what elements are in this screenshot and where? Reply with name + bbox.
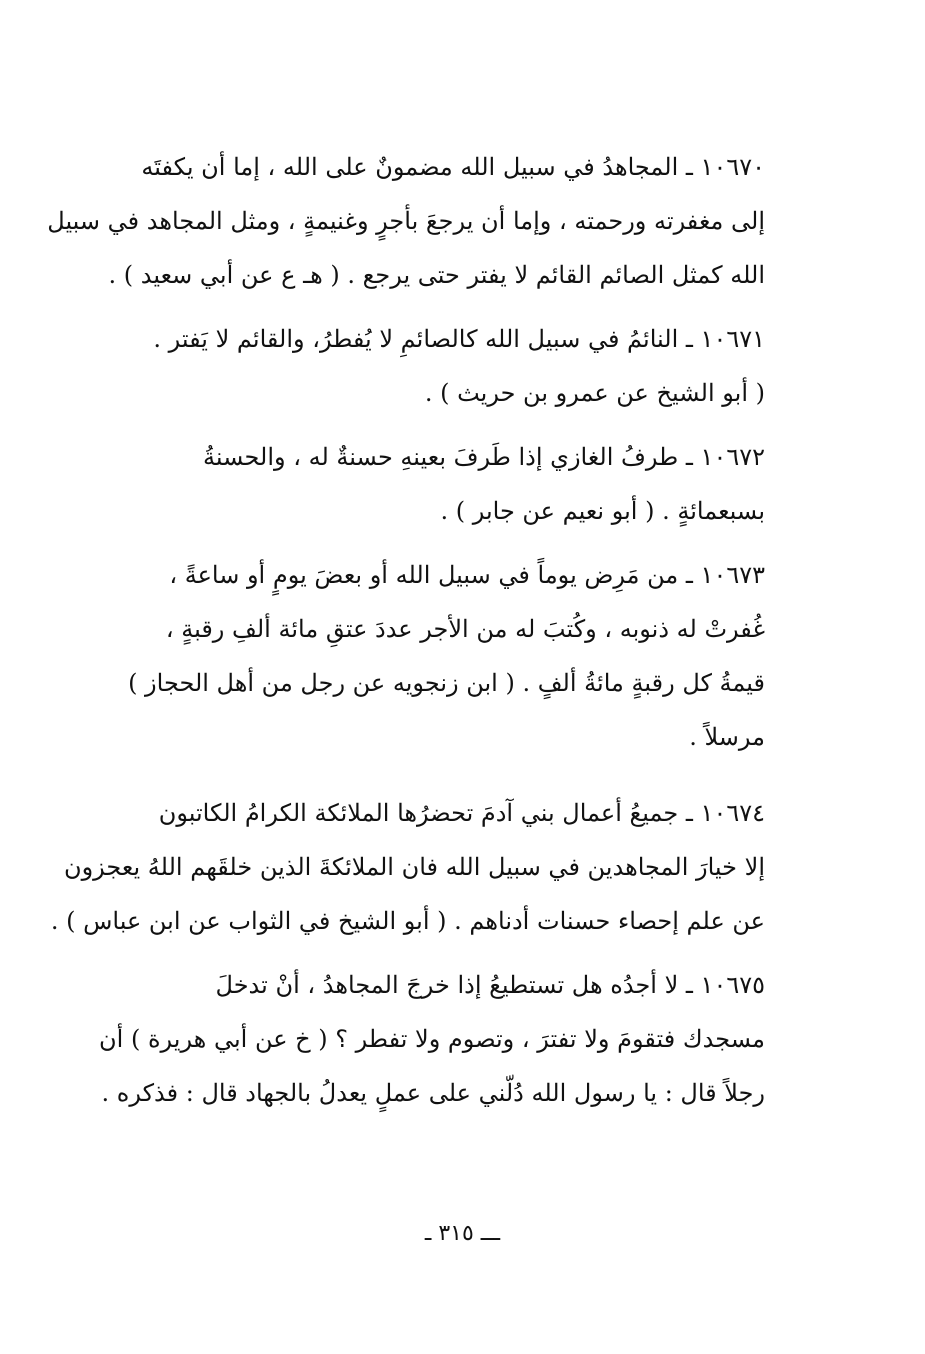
text-line: ١٠٦٧١ ـ النائمُ في سبيل الله كالصائمِ لا يُفطرُ، والقائم لا يَفتر . xyxy=(153,325,765,353)
text-line: إلا خيارَ المجاهدين في سبيل الله فان الملائكةَ الذين خلقَهم اللهُ يعجزون xyxy=(63,853,765,881)
text-line: بسبعمائةٍ . ( أبو نعيم عن جابر ) . xyxy=(440,497,765,525)
text-line: ١٠٦٧٣ ـ من مَرِض يوماً في سبيل الله أو بعضَ يومٍ أو ساعةً ، xyxy=(169,561,765,589)
text-line: قيمةُ كل رقبةٍ مائةُ ألفٍ . ( ابن زنجويه عن رجل من أهل الحجاز ) xyxy=(128,669,765,697)
hadith-10674 xyxy=(50,786,765,948)
hadith-10672 xyxy=(160,430,765,538)
text-line: غُفرتْ له ذنوبه ، وكُتبَ له من الأجر عددَ عتقِ مائة ألفِ رقبةٍ ، xyxy=(165,615,765,643)
text-line: إلى مغفرته ورحمته ، وإما أن يرجعَ بأجرٍ وغنيمةٍ ، ومثل المجاهد في سبيل xyxy=(47,207,765,235)
page-number: ـــ ٣١٥ ـ xyxy=(424,1221,501,1246)
text-line: ١٠٦٧٤ ـ جميعُ أعمال بني آدمَ تحضرُها الملائكة الكرامُ الكاتبون xyxy=(158,799,765,827)
text-line: رجلاً قال : يا رسول الله دُلّني على عملٍ يعدلُ بالجهاد قال : فذكره . xyxy=(101,1079,765,1107)
hadith-10670 xyxy=(47,140,765,302)
hadith-10671 xyxy=(153,312,765,420)
text-line: الله كمثل الصائم القائم لا يفتر حتى يرجع . ( هـ ع عن أبي سعيد ) . xyxy=(108,261,765,289)
text-line: مرسلاً . xyxy=(689,723,765,751)
hadith-10673 xyxy=(128,548,765,764)
hadith-text-block xyxy=(47,140,765,1120)
text-line: ( أبو الشيخ عن عمرو بن حريث ) . xyxy=(424,379,765,407)
hadith-10675 xyxy=(99,958,765,1120)
text-line: عن علم إحصاء حسنات أدناهم . ( أبو الشيخ في الثواب عن ابن عباس ) . xyxy=(50,907,765,935)
text-line: ١٠٦٧٢ ـ طرفُ الغازي إذا طَرفَ بعينهِ حسنةٌ له ، والحسنةُ xyxy=(203,443,765,471)
text-line: مسجدك فتقومَ ولا تفترَ ، وتصوم ولا تفطر ؟ ( خ عن أبي هريرة ) أن xyxy=(99,1025,765,1053)
text-line: ١٠٦٧٥ ـ لا أجدُه هل تستطيعُ إذا خرجَ المجاهدُ ، أنْ تدخلَ xyxy=(215,971,765,999)
text-line: ١٠٦٧٠ ـ المجاهدُ في سبيل الله مضمونٌ على الله ، إما أن يكفتَه xyxy=(141,153,765,181)
